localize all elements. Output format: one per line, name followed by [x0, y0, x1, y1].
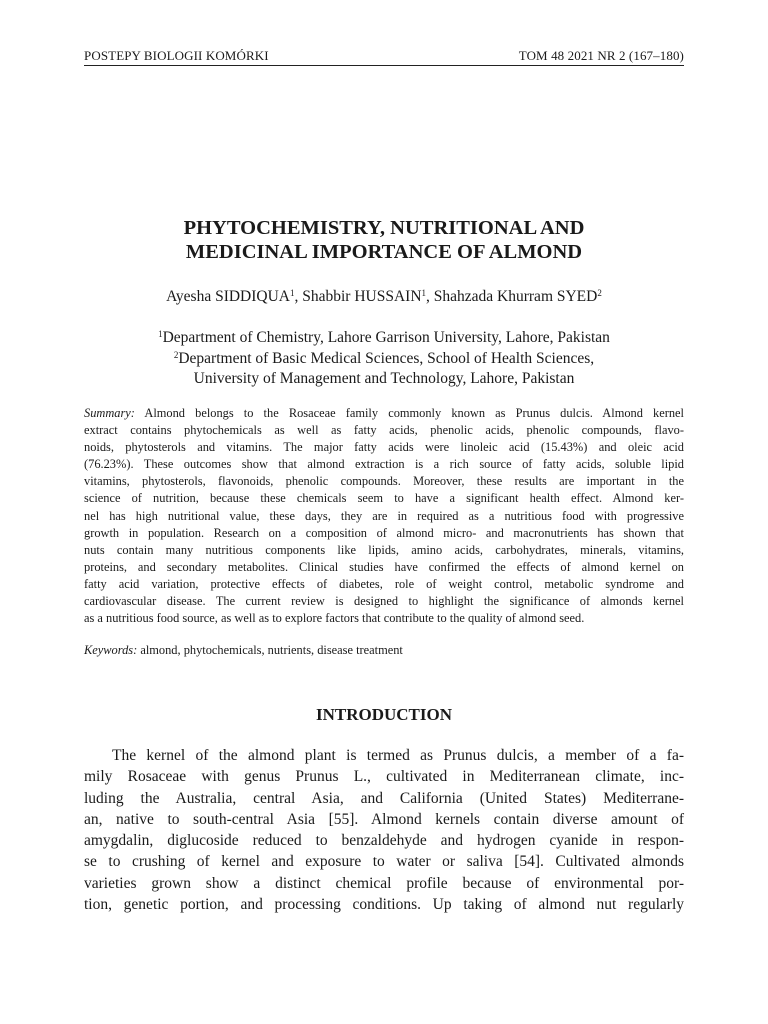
summary-label: Summary: — [84, 406, 135, 420]
affil-text: Department of Basic Medical Sciences, School of Health Sciences, — [178, 349, 595, 367]
author-sep: , — [294, 288, 303, 305]
keywords — [84, 643, 684, 658]
affiliation-1 — [84, 328, 684, 349]
title-line-2: MEDICINAL IMPORTANCE OF ALMOND — [185, 241, 583, 263]
summary-line: cardiovascular disease. The current review is designed to highlight the significance of almonds kernel — [84, 594, 684, 609]
summary-text: Almond belongs to the Rosaceae family commonly known as Prunus dulcis. Almond kernel — [134, 406, 684, 420]
article-title — [84, 216, 684, 264]
volume-info: TOM 48 2021 NR 2 (167–180) — [518, 48, 684, 63]
summary-line: (76.23%). These outcomes show that almond extraction is a rich source of fatty acids, soluble lipid — [84, 457, 684, 472]
author-name: Shabbir HUSSAIN — [302, 288, 422, 305]
summary-line: proteins, and secondary metabolites. Clinical studies have confirmed the effects of almond kernel on — [84, 559, 684, 574]
keywords-text: almond, phytochemicals, nutrients, disease treatment — [137, 643, 403, 657]
author-sup: 1 — [421, 288, 427, 298]
intro-line: mily Rosaceae with genus Prunus L., cultivated in Mediterranean climate, inc- — [84, 768, 684, 786]
summary-line — [84, 405, 684, 422]
introduction-body — [84, 745, 684, 915]
author-list — [84, 288, 684, 306]
affiliation-2-cont: University of Management and Technology, Lahore, Pakistan — [193, 370, 575, 387]
affil-sup: 2 — [173, 349, 179, 360]
section-heading-introduction: INTRODUCTION — [315, 705, 453, 724]
keywords-label: Keywords: — [84, 643, 138, 657]
intro-line: luding the Australia, central Asia, and California (United States) Mediterrane- — [84, 789, 684, 807]
summary-line: extract contains phytochemicals as well as fatty acids, phenolic acids, phenolic compounds, flavo- — [84, 423, 684, 438]
running-header — [84, 48, 684, 66]
affil-sup: 1 — [158, 329, 163, 339]
summary-line: nuts contain many nutritious components like lipids, amino acids, carbohydrates, minerals, vitamins, — [84, 542, 684, 557]
intro-line: The kernel of the almond plant is termed as Prunus dulcis, a member of a fa- — [112, 747, 684, 764]
intro-line: amygdalin, diglucoside reduced to benzaldehyde and hydrogen cyanide in respon- — [84, 832, 684, 850]
summary-abstract — [84, 405, 684, 627]
author-sep: , — [426, 288, 434, 305]
summary-line: noids, phytosterols and vitamins. The major fatty acids were linoleic acid (15.43%) and oleic acid — [84, 440, 684, 455]
intro-line: varieties grown show a distinct chemical profile because of environmental por- — [84, 874, 684, 892]
title-line-1: PHYTOCHEMISTRY, NUTRITIONAL AND — [183, 217, 585, 239]
author-name: Shahzada Khurram SYED — [433, 288, 598, 305]
summary-line: nel has high nutritional value, these days, they are in required as a nutritious food with progressive — [84, 508, 684, 523]
journal-name: POSTEPY BIOLOGII KOMÓRKI — [84, 48, 269, 63]
intro-line: an, native to south-central Asia [55]. Almond kernels contain diverse amount of — [84, 810, 684, 828]
intro-line: tion, genetic portion, and processing conditions. Up taking of almond nut regularly — [84, 896, 684, 914]
summary-line: fatty acid variation, protective effects of diabetes, role of weight control, metabolic syndrome and — [84, 576, 684, 591]
affiliation-2 — [84, 349, 684, 370]
author-sup: 1 — [290, 288, 295, 298]
summary-line: vitamins, phytosterols, flavonoids, phenolic compounds. Moreover, these results are important in the — [84, 474, 684, 489]
author-sup: 2 — [597, 288, 602, 298]
affil-text: Department of Chemistry, Lahore Garrison University, Lahore, Pakistan — [162, 329, 610, 346]
intro-line: se to crushing of kernel and exposure to water or saliva [54]. Cultivated almonds — [84, 853, 684, 871]
author-name: Ayesha SIDDIQUA — [166, 288, 290, 305]
summary-line: science of nutrition, because these chemicals seem to have a significant health effect. Almond ker- — [84, 491, 684, 506]
summary-line: growth in population. Research on a composition of almond micro- and macronutrients has shown that — [84, 525, 684, 540]
affiliations — [84, 328, 684, 390]
summary-line: as a nutritious food source, as well as to explore factors that contribute to the quality of almond seed. — [84, 611, 585, 626]
